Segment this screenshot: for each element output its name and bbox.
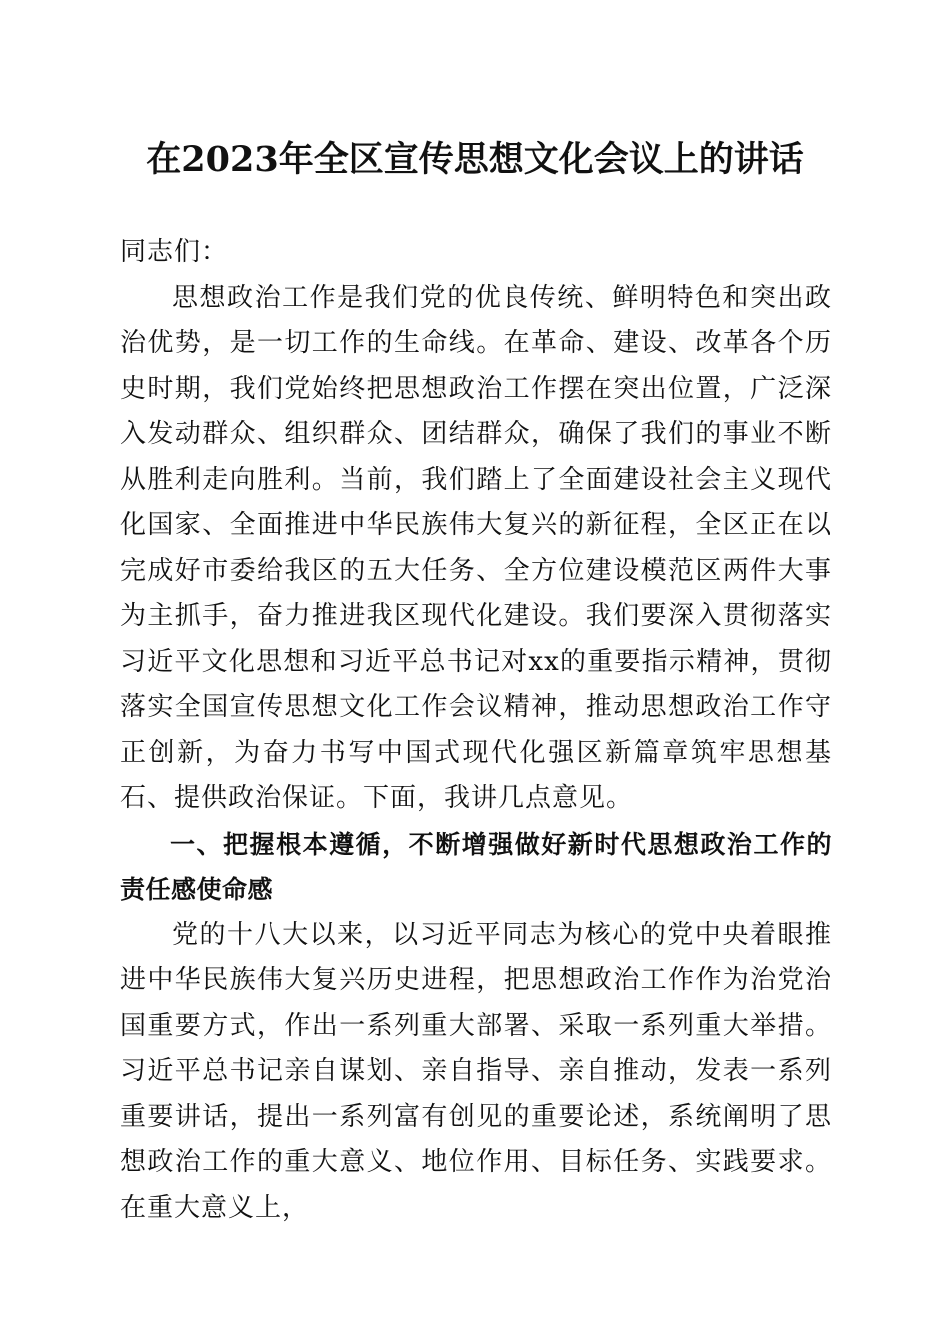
paragraph-section-1: 党的十八大以来，以习近平同志为核心的党中央着眼推进中华民族伟大复兴历史进程，把思想政治工作作为治党治国重要方式，作出一系列重大部署、采取一系列重大举措。习近平总书记亲自谋划、亲自指导、亲自推动，发表一系列重要讲话，提出一系列富有创见的重要论述，系统阐明了思想政治工作的重大意义、地位作用、目标任务、实践要求。在重大意义上， <box>120 919 832 1223</box>
section-heading-1: 一、把握根本遵循，不断增强做好新时代思想政治工作的责任感使命感 <box>120 829 832 904</box>
salutation: 同志们： <box>120 237 229 267</box>
document-body <box>120 230 832 1231</box>
document-title: 在2023年全区宣传思想文化会议上的讲话 <box>146 139 804 180</box>
paragraph-intro: 思想政治工作是我们党的优良传统、鲜明特色和突出政治优势，是一切工作的生命线。在革命、建设、改革各个历史时期，我们党始终把思想政治工作摆在突出位置，广泛深入发动群众、组织群众、团结群众，确保了我们的事业不断从胜利走向胜利。当前，我们踏上了全面建设社会主义现代化国家、全面推进中华民族伟大复兴的新征程，全区正在以完成好市委给我区的五大任务、全方位建设模范区两件大事为主抓手，奋力推进我区现代化建设。我们要深入贯彻落实习近平文化思想和习近平总书记对xx的重要指示精神，贯彻落实全国宣传思想文化工作会议精神，推动思想政治工作守正创新，为奋力书写中国式现代化强区新篇章筑牢思想基石、提供政治保证。下面，我讲几点意见。 <box>120 282 832 813</box>
